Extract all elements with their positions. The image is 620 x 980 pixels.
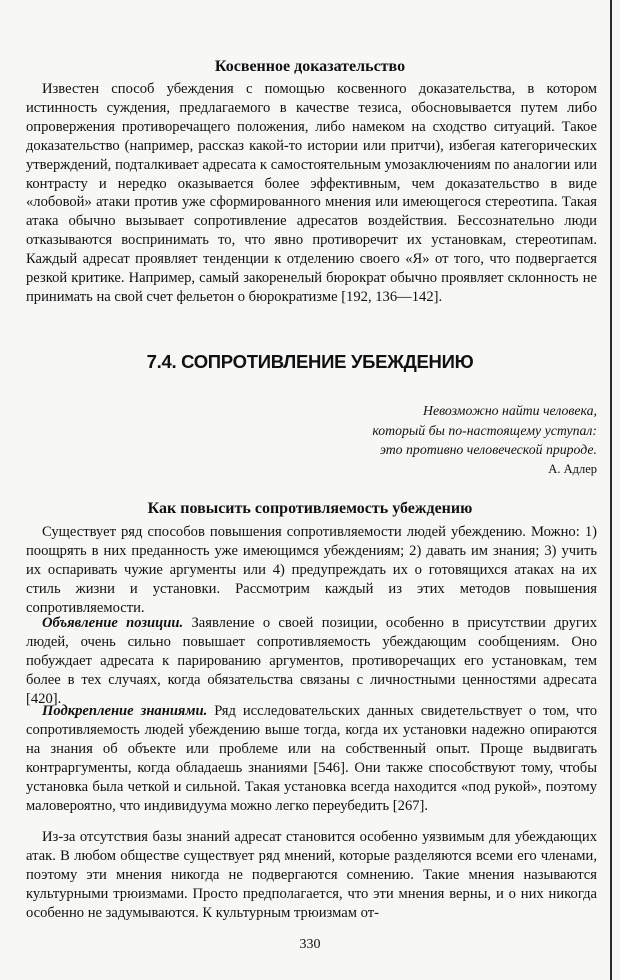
- epigraph: [267, 401, 597, 460]
- page-edge-line: [610, 0, 612, 980]
- epigraph-line: Невозможно найти человека,: [422, 403, 597, 418]
- paragraph-position: [26, 614, 597, 709]
- paragraph-lead-position: Объявление позиции.: [42, 615, 184, 631]
- epigraph-line: который бы по-настоящему уступал:: [372, 422, 597, 438]
- paragraph-text-position: Заявление о своей позиции, особенно в присутствии других людей, очень сильно повышает сопротивляемость убеждающим сообщениям. Оно побуждает адресата к парированию аргументов, противоречащих его установкам, тем более в тех случаях, когда обязательства связаны с личностными ценностями адресата [420].: [26, 615, 598, 707]
- paragraph-indirect-proof: Известен способ убеждения с помощью косвенного доказательства, в котором истинность суждения, предлагаемого в качестве тезиса, обосновывается путем либо опровержения противоречащего положения, либо намеком на сходство ситуаций. Такое доказательство (например, рассказ какой-то истории или притчи), избегая категорических утверждений, подталкивает адресата к самостоятельным умозаключениям по аналогии или контрасту и нередко оказывается более эффективным, чем доказательство в виде «лобовой» атаки против уже сформированного мнения или имеющегося стереотипа. Такая атака обычно вызывает сопротивление адресатов воздействия. Бессознательно люди отказываются воспринимать то, что явно противоречит их установкам, стереотипам. Каждый адресат проявляет тенденции к отделению своего «Я» от того, что подвергается резкой критике. Например, самый закоренелый бюрократ обычно проявляет склонность не принимать на свой счет фельетон о бюрократизме [192, 136—142].: [26, 81, 597, 305]
- paragraph-knowledge: [26, 702, 597, 815]
- chapter-title: 7.4. СОПРОТИВЛЕНИЕ УБЕЖДЕНИЮ: [146, 351, 474, 372]
- section-heading-resistance: Как повысить сопротивляемость убеждению: [147, 500, 473, 517]
- page-number: 330: [299, 937, 321, 952]
- paragraph-lead-knowledge: Подкрепление знаниями.: [42, 703, 208, 719]
- epigraph-line: это противно человеческой природе.: [379, 442, 597, 457]
- section-heading-indirect-proof: Косвенное доказательство: [214, 58, 406, 75]
- paragraph-intro: Существует ряд способов повышения сопротивляемости людей убеждению. Можно: 1) поощрять в них преданность уже имеющимся убеждениям; 2) давать им знания; 3) учить их оспаривать чужие аргументы или 4) предупреждать их о готовящихся атаках на их стиль жизни и установки. Рассмотрим каждый из этих методов повышения сопротивляемости.: [26, 524, 597, 616]
- paragraph-truisms: Из-за отсутствия базы знаний адресат становится особенно уязвимым для убеждающих атак. В любом обществе существует ряд мнений, которые разделяются всеми его членами, поэтому эти мнения никогда не подвергаются сомнению. Такие мнения называются культурными трюизмами. Просто предполагается, что эти мнения верны, и о них никогда особенно не задумываются. К культурным трюизмам от-: [26, 829, 597, 921]
- paragraph-text-knowledge: Ряд исследовательских данных свидетельствует о том, что сопротивляемость людей убеждению выше тогда, когда их установки надежно опираются на знания об объекте или проблеме или на собственный опыт. Проще выдвигать контраргументы, когда обладаешь знаниями [546]. Они также способствуют тому, чтобы установка была четкой и сильной. Такая установка всегда находится «под рукой», поэтому маловероятно, что индивидуума можно легко переубедить [267].: [26, 703, 597, 814]
- epigraph-author: А. Адлер: [548, 462, 597, 476]
